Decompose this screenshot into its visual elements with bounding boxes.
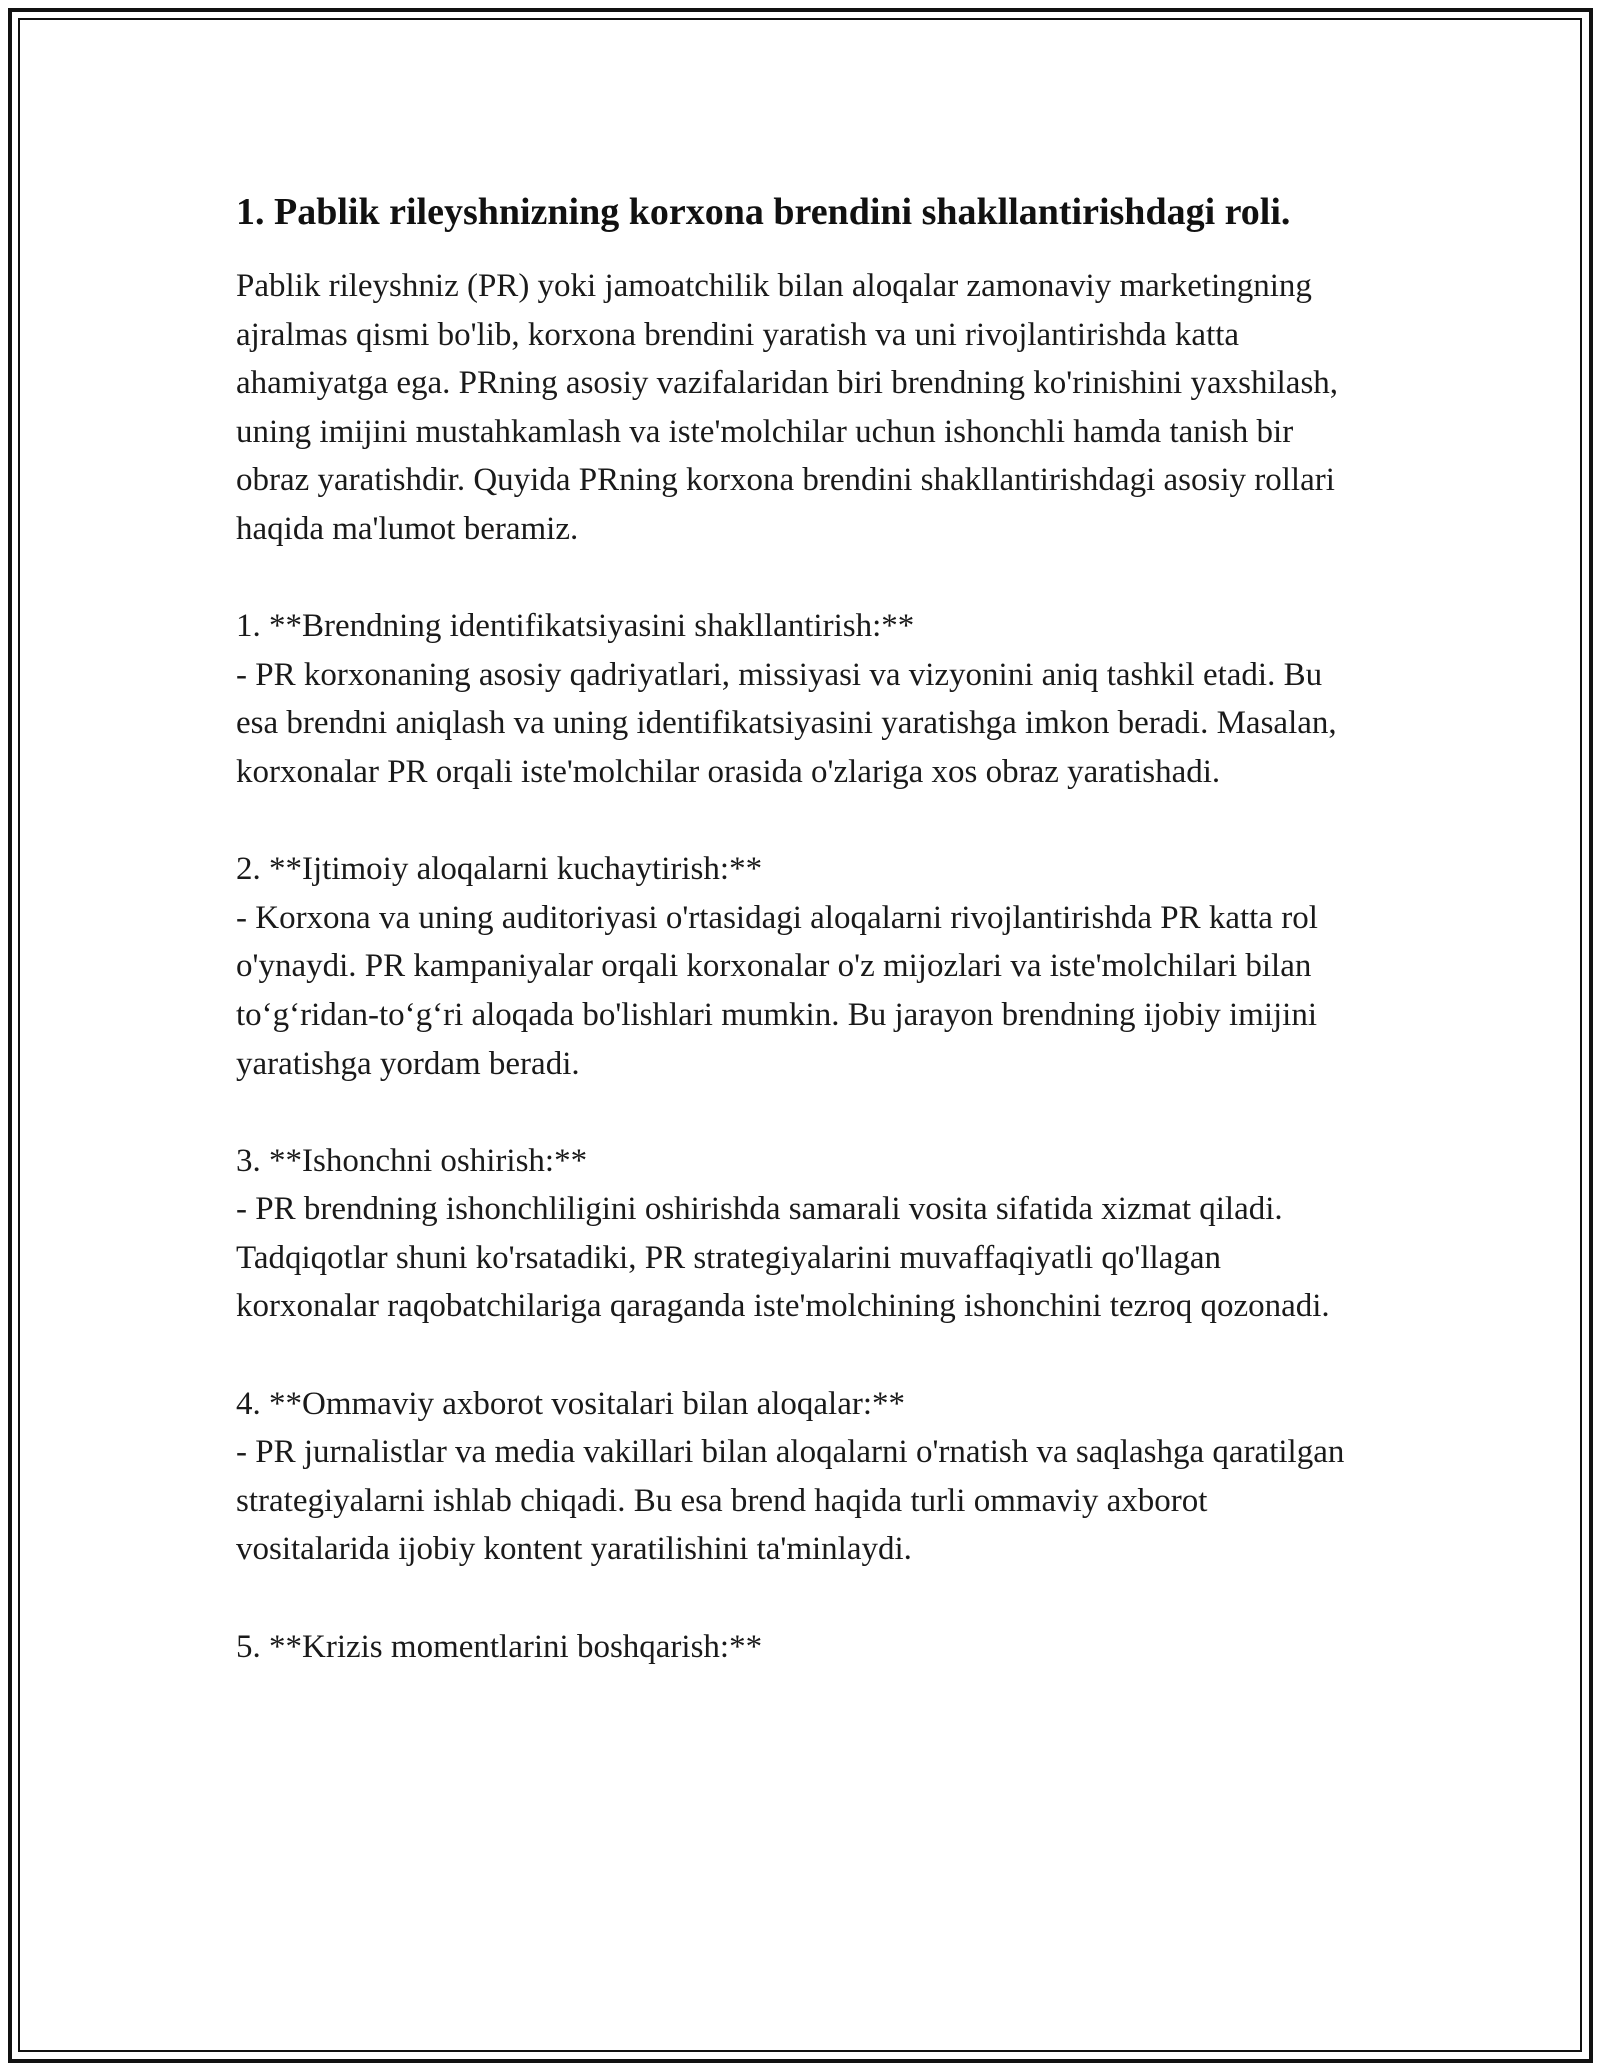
list-item-heading: 5. **Krizis momentlarini boshqarish:** <box>236 1628 763 1665</box>
intro-paragraph: Pablik rileyshniz (PR) yoki jamoatchilik bilan aloqalar zamonaviy marketingning ajralmas qismi bo'lib, korxona brendini yaratish va uni rivojlantirishda katta ahamiyatga ega. PRning asosiy vazifalaridan biri brendning ko'rinishini yaxshilash, uning imijini mustahkamlash va iste'molchilar uchun ishonchli hamda tanish bir obraz yaratishdir. Quyida PRning korxona brendini shakllantirishdagi asosiy rollari haqida ma'lumot beramiz. <box>236 268 1339 547</box>
document-title: 1. Pablik rileyshnizning korxona brendini shakllantirishdagi roli. <box>236 191 1291 233</box>
list-item <box>236 1380 1366 1574</box>
list-item-text: - PR brendning ishonchliligini oshirishda samarali vosita sifatida xizmat qiladi. Tadqiqotlar shuni ko'rsatadiki, PR strategiyalarini muvaffaqiyatli qo'llagan korxonalar raqobatchilariga qaraganda iste'molchining ishonchini tezroq qozonadi. <box>236 1191 1330 1325</box>
list-item <box>236 845 1366 1088</box>
list-item <box>236 602 1366 796</box>
list-item <box>236 1137 1366 1331</box>
list-item-heading: 3. **Ishonchni oshirish:** <box>236 1142 588 1179</box>
list-item-heading: 4. **Ommaviy axborot vositalari bilan aloqalar:** <box>236 1385 906 1422</box>
list-item <box>236 1623 1366 1672</box>
list-item-text: - PR jurnalistlar va media vakillari bilan aloqalarni o'rnatish va saqlashga qaratilgan strategiyalarni ishlab chiqadi. Bu esa brend haqida turli ommaviy axborot vositalarida ijobiy kontent yaratilishini ta'minlaydi. <box>236 1434 1345 1568</box>
list-item-text: - Korxona va uning auditoriyasi o'rtasidagi aloqalarni rivojlantirishda PR katta rol o'ynaydi. PR kampaniyalar orqali korxonalar o'z mijozlari va iste'molchilari bilan to‘g‘ridan-to‘g‘ri aloqada bo'lishlari mumkin. Bu jarayon brendning ijobiy imijini yaratishga yordam beradi. <box>236 899 1318 1082</box>
list-item-heading: 1. **Brendning identifikatsiyasini shakllantirish:** <box>236 608 915 645</box>
list-item-text: - PR korxonaning asosiy qadriyatlari, missiyasi va vizyonini aniq tashkil etadi. Bu esa brendni aniqlash va uning identifikatsiyasini yaratishga imkon beradi. Masalan, korxonalar PR orqali iste'molchilar orasida o'zlariga xos obraz yaratishadi. <box>236 656 1337 790</box>
list-item-heading: 2. **Ijtimoiy aloqalarni kuchaytirish:** <box>236 851 763 888</box>
document-body <box>236 185 1366 1671</box>
